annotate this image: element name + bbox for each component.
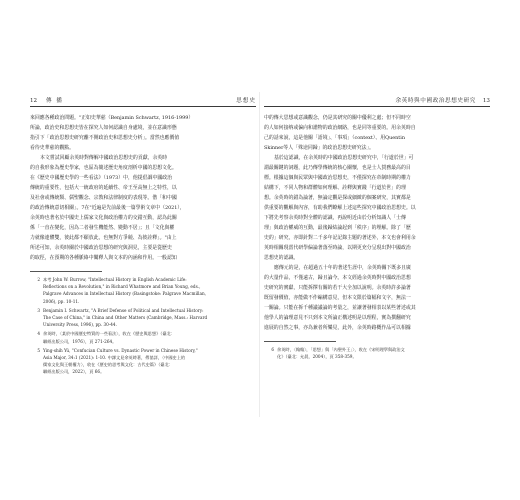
body-paragraph: 本文嘗試回顧余英時對傳解中國政治思想史的貢獻，余英時 的自我形象為歷史學家，也區為簡述歷史角度剖析中國的思想文化。 在《歷史中國歷史學的一些看法》（1973）中，他提倡調中國政治 傳統的重要性，包括大一統政府的延續性、帝王至高無上之特性，以 及社會或傳統類、儒聖觀念、宗教和法律制度的表現等。偕「和中國 的政治傳統意切相關」。7在"近遍是先前最後一篇學術文章中（2021）， 余英時也著名於中國史上儒家文化與政治權力的交錯互動，認為此關 係「一直在變化，因為二者發生機能然、變動不居」；且「文化與權 力就像連體雙，彼此都不願放此，也無對方爭競、為彼詮釋」。"由上 所述可知，余英時關於中國政治思想的研究與洞見，主要是從歷史 的取徑，在預期的各種脈絡中闡釋人與文本的內涵和作用。一般認知 [30, 155, 185, 261]
book-gutter [259, 92, 260, 417]
page-number: 13 [482, 98, 490, 104]
body-paragraph: 來回應各種政治問題。"正如史華慈（Benjamin Schwartz, 1916-1999） 所論，政治史和思想史皆在探究人如何認識自身處境，並在意識形態 指引下「政治思想史研究離不開政治史和思想史分析」。當然也應價值 看待史華慈的觀點。 [30, 115, 194, 151]
footnote-number: 2 [37, 277, 40, 282]
body-paragraph: 基於這認識，在余英時的中國政治思想史研究中，「行道於世」可 謂最關鍵的詞題，此乃傳學傳統的核心關懷，也是士人賀務最高的目 標。根據這個與民眾與中國政治思想史，不僅探究在帝制時期的權力 結構下，不同人物和群體如何理解、詮釋與實踐「行道於世」的理 想。余英時的錯為論著，無論定觀是探或細緻的個案研究，其實都是 供重要的觀解與內容，有助我們瞭解上述這些探究中國政治思想史。以 下將先考察余英時對全體的認識，再說明近由於分析知識人「士傳 理」與政治權威的互動，最後歸結論起到「秩序」的埋解。除了「歷 史的」研究，亦即針對二千多年記記錄主題的著述外，本文也會利用余 英時相關現當代研學偏論著落至時論，以期更充分呈現出對中國政治 思想史的認識。 [264, 155, 416, 261]
page-number: 12 [30, 98, 38, 104]
body-paragraph: 應傳元的是，在超過五十年的著述生涯中，余英時關下既多且廣 的大量作品，不僅遠古，歸且論今。本文經過余英時對中國政治思想 史研究的實獻，只能拆擇有關的若干大全加以說明。余英時許多論著 既留發價值，亦能做不作編構意見，但本文限於篇幅和文字，無法一 一關論。只能在拆千種議議論的考量之，並讓著發相表以某些著述或其 他學人的論理意見不只到本文所論正構述明是以理程，實為撰翻研究 進展的自然之事，亦為兼者所樂見，此外，余英時路概作品可以相據 [264, 265, 416, 331]
footnote-number: 6 [271, 347, 274, 352]
running-header [30, 95, 256, 107]
footnote-number: 3 [37, 307, 40, 313]
running-title-right: 思想史 [236, 98, 256, 104]
footnote-number: 4 [37, 331, 40, 337]
footnote-text: 本考 John W. Burrow, "Intellectual History in English Academic Life: Reflections on a Revolution," in Richard Whatmore and Brian Young, eds., Palgrave Advances in Intellectual History (Basingstoke: Palgrave Macmillan, 2006), pp. 10-11. [43, 277, 207, 304]
right-page [264, 95, 490, 413]
footnote-rule [264, 341, 336, 342]
left-page [30, 95, 256, 413]
footnote-text: Benjamin I. Schwartz, "A Brief Defense of Political and Intellectual History: The Case of China," in China and Other Matters (Cambridge, Mass.: Harvard University Press, 1996), pp. 30-44. [43, 307, 208, 328]
footnote-number: 5 [37, 347, 40, 353]
running-title: 傳 播 [46, 98, 64, 104]
footnote [30, 276, 256, 305]
body-paragraph: 中的傳大思想或意識觀念，仍是其研究的關中優利之處；但不同時空 的人如何接纳或偏向和諧物的政治網路，也是同等重要的。用余英時自 己的話來說，這是他關「語境」、「事項」（context）、用Quentin Skinner等人「殊途同歸」的政治思想史研究法」。 [264, 115, 416, 151]
footnote [30, 330, 256, 344]
running-title: 余英時與中國政治思想史研究 [395, 98, 476, 104]
running-header [264, 95, 490, 107]
footnote-text: 余英時，〈翰翰〉，「思想」與「內聖外王」〉，收在《宋明理學與政治文 化》（臺北：允晨，2004），頁 358-359。 [277, 347, 405, 360]
footnote [264, 346, 490, 360]
footnote [30, 307, 256, 329]
footnote-text: Ying-shih Yü, "Confucian Culture vs. Dynastic Power in Chinese History," Asia Major, 34:1 (2021): 1-10. 中譯文見余英時著，傳協詳，〈中國史上的 儒家文化與王朝權力〉，收在《歷史的思考與文化：古代史篇》（臺北： 聯經出版公司，2022），頁 66。 [43, 347, 198, 375]
footnote-text: 余英時，〈某於中國歷史特質的一些看法〉，收在《歷史與思想》（臺北： 聯經出版公司，1976），頁 271-264。 [43, 331, 175, 344]
footnote [30, 347, 256, 376]
footnote-rule [30, 271, 102, 272]
